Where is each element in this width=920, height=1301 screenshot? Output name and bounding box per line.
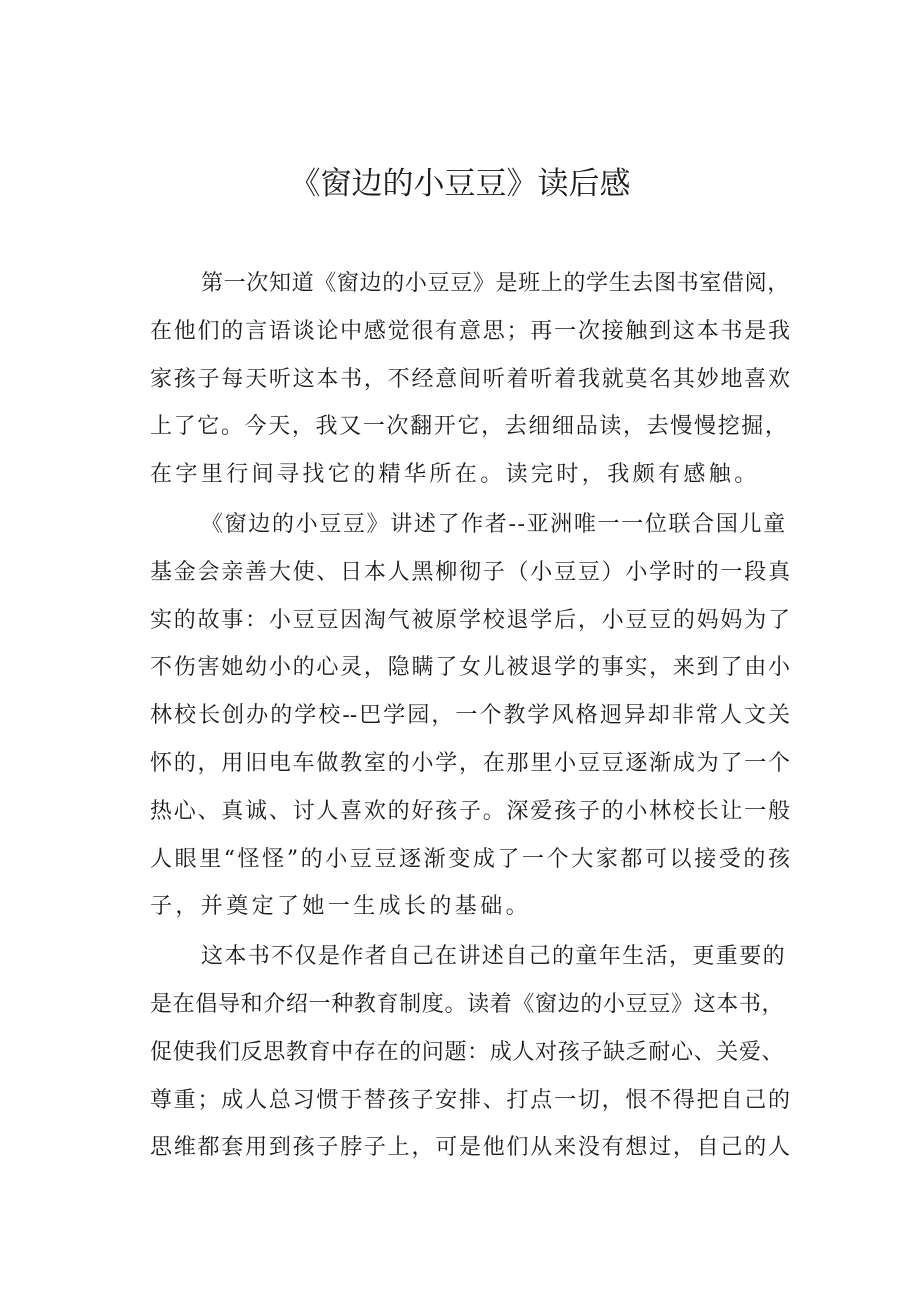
paragraph-2-line-1: 《窗边的小豆豆》讲述了作者--亚洲唯一一位联合国儿童 (201, 511, 787, 537)
paragraph-2-line-5: 林校长创办的学校--巴学园，一个教学风格迥异却非常人文关 (150, 703, 790, 729)
paragraph-2-line-7: 热心、真诚、讨人喜欢的好孩子。深爱孩子的小林校长让一般 (150, 798, 790, 824)
paragraph-2-line-8: 人眼里“怪怪”的小豆豆逐渐变成了一个大家都可以接受的孩 (150, 846, 790, 872)
document-title: 《窗边的小豆豆》读后感 (289, 166, 631, 202)
paragraph-2-line-9: 子，并奠定了她一生成长的基础。 (150, 894, 532, 920)
paragraph-3-line-1: 这本书不仅是作者自己在讲述自己的童年生活，更重要的 (201, 944, 787, 970)
paragraph-2-line-4: 不伤害她幼小的心灵，隐瞒了女儿被退学的事实，来到了由小 (150, 655, 790, 681)
document-body (150, 260, 790, 1172)
paragraph-2-line-3: 实的故事：小豆豆因淘气被原学校退学后，小豆豆的妈妈为了 (150, 607, 790, 633)
paragraph-1-line-4: 上了它。今天，我又一次翻开它，去细细品读，去慢慢挖掘， (150, 414, 789, 440)
paragraph-1-line-2: 在他们的言语谈论中感觉很有意思；再一次接触到这本书是我 (150, 318, 790, 344)
paragraph-1-line-5: 在字里行间寻找它的精华所在。读完时，我颇有感触。 (150, 462, 760, 488)
paragraph-2-line-2: 基金会亲善大使、日本人黑柳彻子（小豆豆）小学时的一段真 (150, 559, 790, 585)
paragraph-2-line-6: 怀的，用旧电车做教室的小学，在那里小豆豆逐渐成为了一个 (150, 750, 790, 776)
paragraph-3-line-4: 尊重；成人总习惯于替孩子安排、打点一切，恨不得把自己的 (150, 1087, 790, 1113)
paragraph-3-line-2: 是在倡导和介绍一种教育制度。读着《窗边的小豆豆》这本书， (150, 991, 785, 1017)
paragraph-3-line-5: 思维都套用到孩子脖子上，可是他们从来没有想过，自己的人 (150, 1135, 790, 1161)
paragraph-3-line-3: 促使我们反思教育中存在的问题：成人对孩子缺乏耐心、关爱、 (150, 1039, 785, 1065)
paragraph-1-line-3: 家孩子每天听这本书，不经意间听着听着我就莫名其妙地喜欢 (150, 366, 790, 392)
paragraph-1-line-1: 第一次知道《窗边的小豆豆》是班上的学生去图书室借阅， (201, 271, 790, 296)
